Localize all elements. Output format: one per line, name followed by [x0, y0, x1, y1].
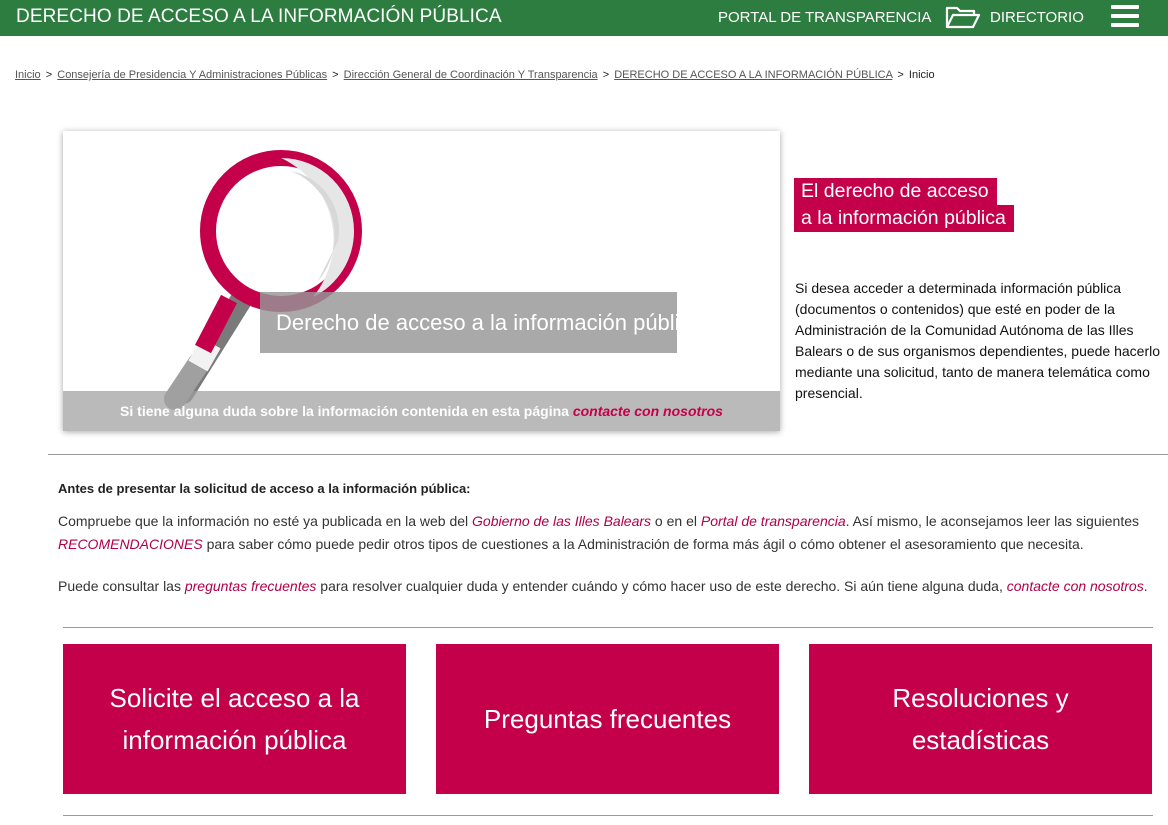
magnifying-glass-icon: [63, 131, 780, 431]
breadcrumb-item-consejeria[interactable]: Consejería de Presidencia Y Administraciones Públicas: [57, 69, 328, 81]
divider: [63, 815, 1153, 816]
breadcrumb: [15, 69, 935, 81]
recomendaciones-link[interactable]: RECOMENDACIONES: [58, 536, 203, 552]
intro-title: [794, 178, 1014, 232]
hero-contact-link[interactable]: contacte con nosotros: [572, 403, 723, 419]
text: Puede consultar las: [58, 578, 185, 594]
intro-text: Si desea acceder a determinada información pública (documentos o contenidos) que esté en poder de la Administración de la Comunidad Autónoma de las Illes Balears o de sus organismos dependientes, puede hacerlo mediante una solicitud, tanto de manera telemática como presencial.: [795, 280, 1161, 401]
breadcrumb-separator: >: [332, 69, 339, 81]
text: . Así mismo, le aconsejamos leer las siguientes: [845, 513, 1139, 529]
hero-contact-bar: [63, 391, 780, 431]
divider: [48, 454, 1168, 455]
divider: [63, 627, 1153, 628]
breadcrumb-separator: >: [602, 69, 610, 81]
breadcrumb-separator: >: [897, 69, 904, 81]
intro-title-line1: El derecho de acceso: [794, 178, 997, 205]
portal-transparencia-link[interactable]: PORTAL DE TRANSPARENCIA: [718, 9, 932, 26]
notice-title: Antes de presentar la solicitud de acceso a la información pública:: [58, 481, 471, 496]
text: Compruebe que la información no esté ya publicada en la web del: [58, 513, 473, 529]
hamburger-menu-icon[interactable]: [1111, 5, 1139, 29]
contacte-link[interactable]: contacte con nosotros: [1006, 578, 1144, 594]
breadcrumb-separator: >: [45, 69, 53, 81]
text: .: [1143, 578, 1148, 594]
top-header: [0, 0, 1168, 36]
breadcrumb-item-direccion-general[interactable]: Dirección General de Coordinación Y Transparencia: [343, 69, 598, 81]
solicite-acceso-button[interactable]: Solicite el acceso a la información pública: [63, 644, 406, 794]
breadcrumb-current: Inicio: [908, 69, 935, 81]
preguntas-frecuentes-button[interactable]: Preguntas frecuentes: [436, 644, 779, 794]
gobierno-link[interactable]: Gobierno de las Illes Balears: [472, 513, 652, 529]
breadcrumb-item-derecho-acceso[interactable]: DERECHO DE ACCESO A LA INFORMACIÓN PÚBLICA: [614, 69, 893, 81]
directorio-link[interactable]: DIRECTORIO: [990, 9, 1084, 26]
intro-title-line2: a la información pública: [794, 205, 1014, 232]
text: o en el: [651, 513, 701, 529]
folder-open-icon[interactable]: [945, 5, 981, 30]
notice-paragraph-1: [58, 510, 1158, 556]
resoluciones-estadisticas-button[interactable]: Resoluciones y estadísticas: [809, 644, 1152, 794]
site-title[interactable]: DERECHO DE ACCESO A LA INFORMACIÓN PÚBLICA: [16, 6, 502, 27]
hero-banner: [63, 131, 780, 431]
hero-bar-text: Si tiene alguna duda sobre la información contenida en esta página: [120, 403, 569, 419]
text: para saber cómo puede pedir otros tipos de cuestiones a la Administración de forma más ágil o cómo obtener el asesoramiento que necesita.: [202, 536, 1084, 552]
text: para resolver cualquier duda y entender cuándo y cómo hacer uso de este derecho. Si aún tiene alguna duda,: [316, 578, 1007, 594]
notice-paragraph-2: [58, 575, 1158, 598]
preguntas-frecuentes-link[interactable]: preguntas frecuentes: [184, 578, 317, 594]
portal-transparencia-inline-link[interactable]: Portal de transparencia: [700, 513, 846, 529]
hero-label: Derecho de acceso a la información pública: [260, 292, 677, 353]
breadcrumb-item-inicio[interactable]: Inicio: [15, 69, 41, 81]
